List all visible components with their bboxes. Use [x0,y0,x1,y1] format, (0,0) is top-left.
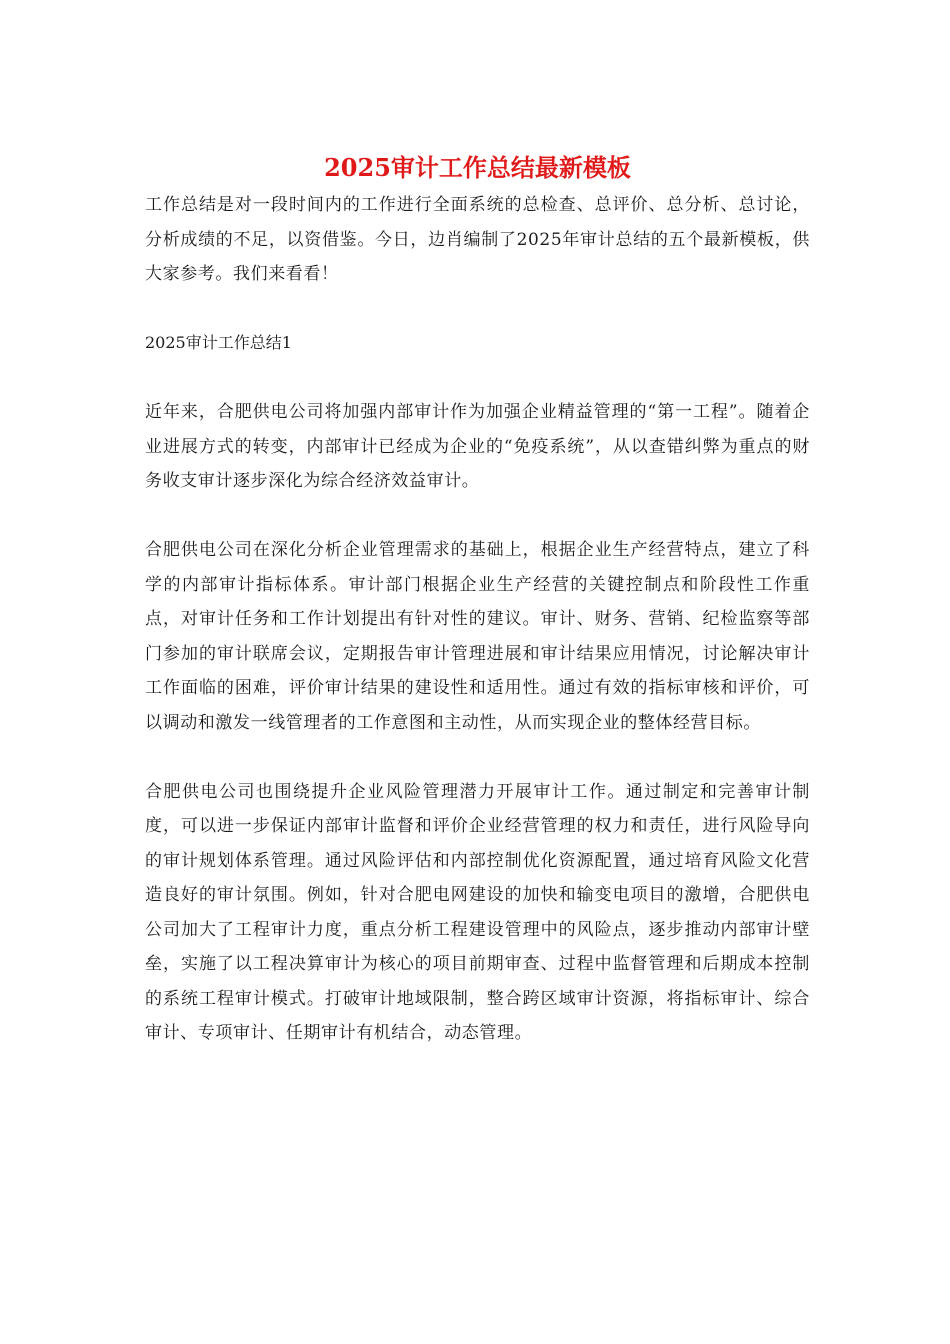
body-paragraph-3: 合肥供电公司也围绕提升企业风险管理潜力开展审计工作。通过制定和完善审计制度，可以进一步保证内部审计监督和评价企业经营管理的权力和责任，进行风险导向的审计规划体系管理。通过风险评估和内部控制优化资源配置，通过培育风险文化营造良好的审计氛围。例如，针对合肥电网建设的加快和输变电项目的激增，合肥供电公司加大了工程审计力度，重点分析工程建设管理中的风险点，逐步推动内部审计壁垒，实施了以工程决算审计为核心的项目前期审查、过程中监督管理和后期成本控制的系统工程审计模式。打破审计地域限制，整合跨区域审计资源，将指标审计、综合审计、专项审计、任期审计有机结合，动态管理。 [145,781,810,1043]
body-paragraph-1: 近年来，合肥供电公司将加强内部审计作为加强企业精益管理的“第一工程”。随着企业进展方式的转变，内部审计已经成为企业的“免疫系统”，从以查错纠弊为重点的财务收支审计逐步深化为综合经济效益审计。 [145,402,810,491]
paragraph-spacer [145,361,810,396]
body-paragraph-2: 合肥供电公司在深化分析企业管理需求的基础上，根据企业生产经营特点，建立了科学的内部审计指标体系。审计部门根据企业生产经营的关键控制点和阶段性工作重点，对审计任务和工作计划提出有针对性的建议。审计、财务、营销、纪检监察等部门参加的审计联席会议，定期报告审计管理进展和审计结果应用情况，讨论解决审计工作面临的困难，评价审计结果的建设性和适用性。通过有效的指标审核和评价，可以调动和激发一线管理者的工作意图和主动性，从而实现企业的整体经营目标。 [145,540,810,733]
section-heading: 2025审计工作总结1 [145,333,292,352]
paragraph-spacer [145,740,810,775]
paragraph-spacer [145,499,810,534]
intro-paragraph: 工作总结是对一段时间内的工作进行全面系统的总检查、总评价、总分析、总讨论，分析成绩的不足，以资借鉴。今日，边肖编制了2025年审计总结的五个最新模板，供大家参考。我们来看看！ [145,195,810,284]
paragraph-spacer [145,292,810,327]
document-page [145,148,810,1051]
document-title: 2025审计工作总结最新模板 [324,153,631,182]
